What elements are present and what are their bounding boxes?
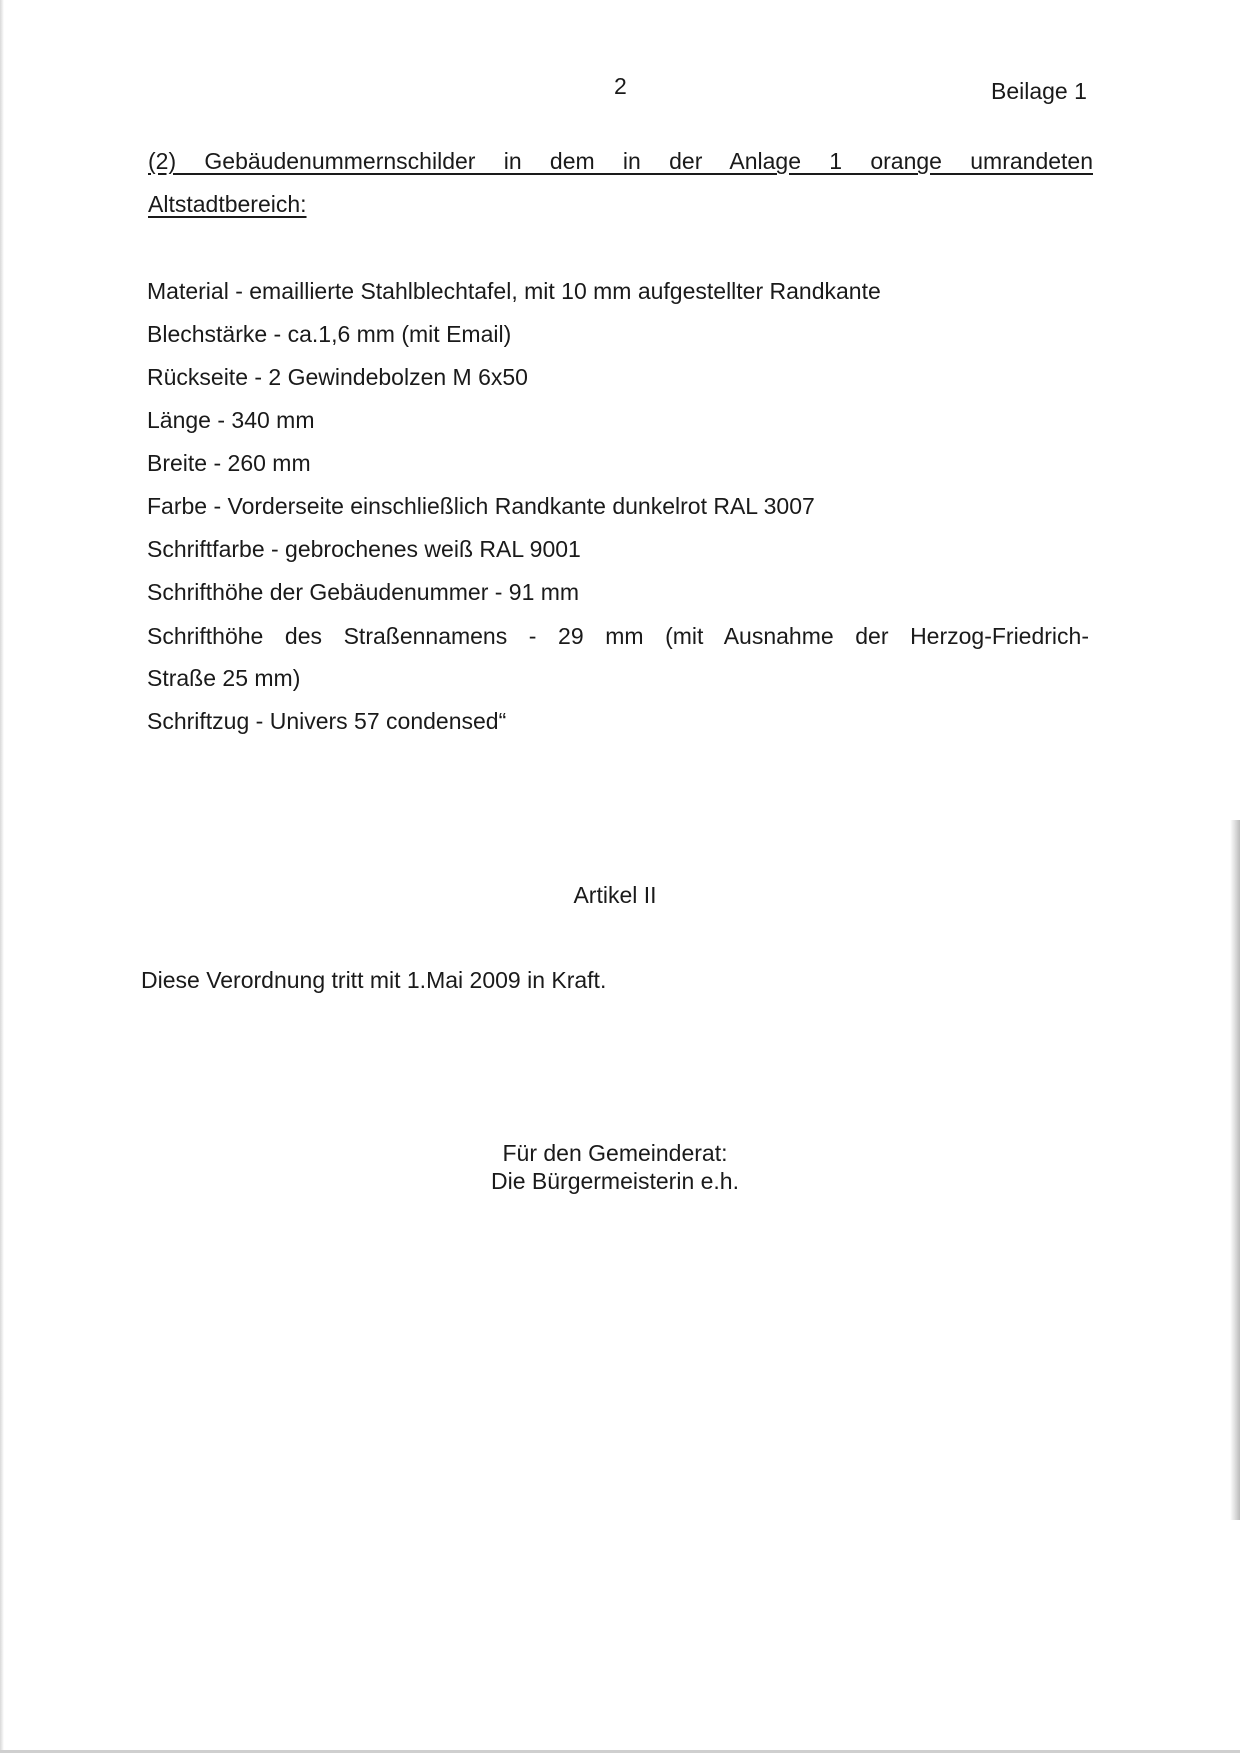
signature-line1: Für den Gemeinderat:: [502, 1140, 728, 1166]
spec-color: Farbe - Vorderseite einschließlich Randkante dunkelrot RAL 3007: [147, 493, 815, 519]
article-title: Artikel II: [573, 882, 657, 908]
spec-material: Material - emaillierte Stahlblechtafel, mit 10 mm aufgestellter Randkante: [147, 278, 881, 304]
attachment-label: Beilage 1: [991, 78, 1087, 104]
page-number: 2: [614, 73, 627, 99]
spec-thickness: Blechstärke - ca.1,6 mm (mit Email): [147, 321, 512, 347]
spec-length: Länge - 340 mm: [147, 407, 315, 433]
scan-edge-right: [1230, 820, 1240, 1520]
signature-line2: Die Bürgermeisterin e.h.: [491, 1168, 739, 1194]
scan-edge-left: [0, 0, 4, 1753]
spec-number-height: Schrifthöhe der Gebäudenummer - 91 mm: [147, 579, 580, 605]
spec-width: Breite - 260 mm: [147, 450, 311, 476]
article-text: Diese Verordnung tritt mit 1.Mai 2009 in Kraft.: [141, 967, 607, 993]
spec-back: Rückseite - 2 Gewindebolzen M 6x50: [147, 364, 528, 390]
spec-font-color: Schriftfarbe - gebrochenes weiß RAL 9001: [147, 536, 581, 562]
spec-street-height: Schrifthöhe des Straßennamens - 29 mm (mit Ausnahme der Herzog-Friedrich-: [147, 623, 1089, 649]
section-heading-line2: Altstadtbereich:: [148, 191, 307, 217]
spec-street-height-cont: Straße 25 mm): [147, 665, 301, 691]
section-heading-line1: (2) Gebäudenummernschilder in dem in der Anlage 1 orange umrandeten: [148, 148, 1093, 174]
spec-typeface: Schriftzug - Univers 57 condensed“: [147, 708, 507, 734]
